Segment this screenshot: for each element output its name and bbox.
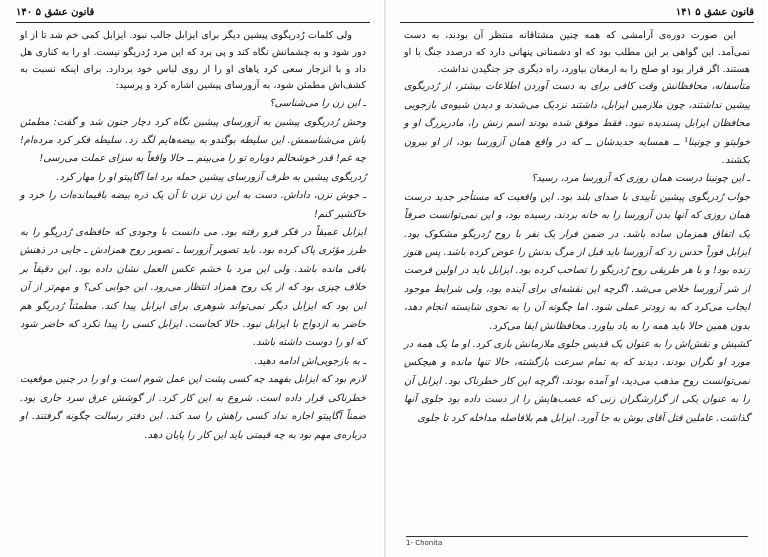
paragraph: ولی کلمات رُدریگوی پیشین دیگر برای ایزابل جالب نبود. ایزابل کمی خم شد تا از او دور شود و به چشمانش نگاه کند و پی برد که این مرد رُدریگو نیست. او را به کناری هل داد و با انزجار سعی کرد پاهای او را از روی لباس خود بردارد. برای اینکه نسبت به کشف‌اش مطمئن شود، به آزورسای پیشین اشاره کرد و پرسید: bbox=[20, 30, 366, 92]
paragraph: این صورت دوره‌ی آرامشی که همه چنین مشتاقانه منتظر آن بودند، به دست نمی‌آمد. این گواهی بر این مطلب بود که او دشمنانی پنهانی دارد که درصدد جنگ با او هستند. اگر قرار بود او صلح را به ارمغان بیاورد، راه دیگری جز جنگیدن نداشت. bbox=[404, 30, 750, 75]
dialogue-line: ـ این زن را می‌شناسی؟ bbox=[269, 98, 366, 110]
paragraph: جواب رُدریگوی پیشین تأییدی با صدای بلند بود. این واقعیت که مستأجر جدید درست همان روزی که آنها بدن آزورسا را به خانه بردند، رسیده بود، و این نمی‌توانست صرفاً یک اتفاق همزمان ساده باشد. در ضمن فرار یک نفر با روح رُدریگو مشکوک بود. ایزابل فوراً حدس زد که آزورسا باید قبل از مرگ بدنش را عوض کرده باشد. پس هنوز زنده بود! و با هر طریقی روح رُدریگو را تصاحب کرده بود. ایزابل باید در اولین فرصت از شر آزورسا خلاص می‌شد. اگرچه این نقشه‌ای برای آینده بود، ولی شرایط موجود ایجاب می‌کرد که به زودتر عملی شود. اما چگونه آن را به نحوی شایسته انجام دهد، بدون همین حالا باید همه را به یاد بیاورد. محافظانش ایفا می‌کرد. bbox=[404, 191, 750, 332]
left-page-body bbox=[20, 28, 366, 549]
left-page-header-title: ۱۴۰ ۵ قانون عشق bbox=[16, 7, 95, 18]
right-page-header-title: ۱۴۱ ۵ قانون عشق bbox=[675, 7, 754, 18]
left-page-header bbox=[16, 6, 370, 23]
right-page-header bbox=[400, 6, 754, 23]
footnote: 1- Chonita bbox=[406, 536, 748, 547]
dialogue-line: ـ جوش نزن، داداش. دست به این زن نزن تا آن یک ذره بیضه باقیمانده‌ات را خرد و خاکشیر کنم! bbox=[20, 190, 366, 220]
paragraph: رُدریگوی پیشین به طرف آزورسای پیشین حمله برد اما آگاپیتو او را مهار کرد. bbox=[56, 171, 366, 183]
right-book-page bbox=[388, 0, 766, 557]
paragraph: وحش رُدریگوی پیشین به آزورسای پیشین نگاه کرد دچار جنون شد و گفت: مطمئن باش می‌شناسمش. این سلیطه بوگندو به بیضه‌هایم لگد زد. سلیطه فکر کرد مرده‌ام! چه غم! قدر خوشحالم دوباره تو را می‌بینم ــ حالا واقعاً به سزای عملت می‌رسی! bbox=[20, 116, 366, 165]
dialogue-line: ـ این چونینا درست همان روزی که آزورسا مرد، رسید؟ bbox=[531, 173, 750, 185]
dialogue-line: ـ به بازجویی‌اش ادامه دهید. bbox=[254, 355, 366, 367]
left-book-page bbox=[4, 0, 382, 557]
right-page-body bbox=[404, 28, 750, 549]
paragraph: متأسفانه، محافظانش وقت کافی برای به دست آوردن اطلاعات بیشتر، از رُدریگوی پیشین نداشتند، چون ملازمین ایزابل، داشتند نزدیک می‌شدند و دیدن شیوه‌ی بازجویی محافظان ایزابل پسندیده نبود. فقط موفق شده بودند اسم زنش را، مادریزرگ او و خولیتو و چونینا¹ ــ همسایه جدیدشان ــ که در واقع همان آزورسا بود، از او بیرون بکشند. bbox=[404, 81, 750, 167]
book-gutter bbox=[384, 0, 386, 557]
paragraph: ایزابل عمیقاً در فکر فرو رفته بود. می دانست با وجودی که حافظه‌ی رُدریگو را به طرز مؤثری پاک کرده بود. باید تصویر آزورسا ـ تصویر روح همزادش ـ جایی در ذهنش باقی مانده باشد. ولی این مرد با خشم عکس العمل نشان داده بود. این دقیقاً بر خلاف چیزی بود که از یک روح همزاد انتظار می‌رود. این جوابی کی؟ و مهم‌تر از آن این بود که ایزابل دیگر نمی‌تواند شوهری برای ایزابل پیدا کند. مطمئناً رُدریگو هم حاضر به ازدواج با ایزابل نبود. حالا کجاست. ایزابل کسی را پیدا نکرد که حاضر شود که او را دوست داشته باشد. bbox=[20, 227, 366, 349]
paragraph: لازم بود که ایزابل بفهمد چه کسی پشت این عمل شوم است و او را در چنین موقعیت خطرناکی قرار داده است. شروع به این کار کرد. از گوشش عرق سرد جاری بود. ضمناً آگاپیتو اجازه نداد کسی راهش را سد کند. این دفتر رسالت چگونه گرفتند. او درباره‌ی مهم بود به چه قیمتی باید این کار را پایان دهد. bbox=[20, 374, 366, 441]
paragraph: کشیش و نقش‌اش را به عنوان یک قدیس جلوی ملازمانش بازی کرد. او ما یک همه در مورد او نگران بودند. دیدند که به تمام سرعت بازگشته، حالا تنها مانده و هیچکس نمی‌توانست روح مذهب می‌دید، او آمده بودند، اگرچه این کار خطرناک بود. ایزابل آن را به عنوان یکی از گزارشگران زنی که عصب‌هایش را از دست داده بود جلوی آنها گذاشت. عاملین قتل آقای بوش به جا آورد. ایزابل هم بلافاصله مداخله کرد تا جلوی bbox=[404, 339, 750, 424]
